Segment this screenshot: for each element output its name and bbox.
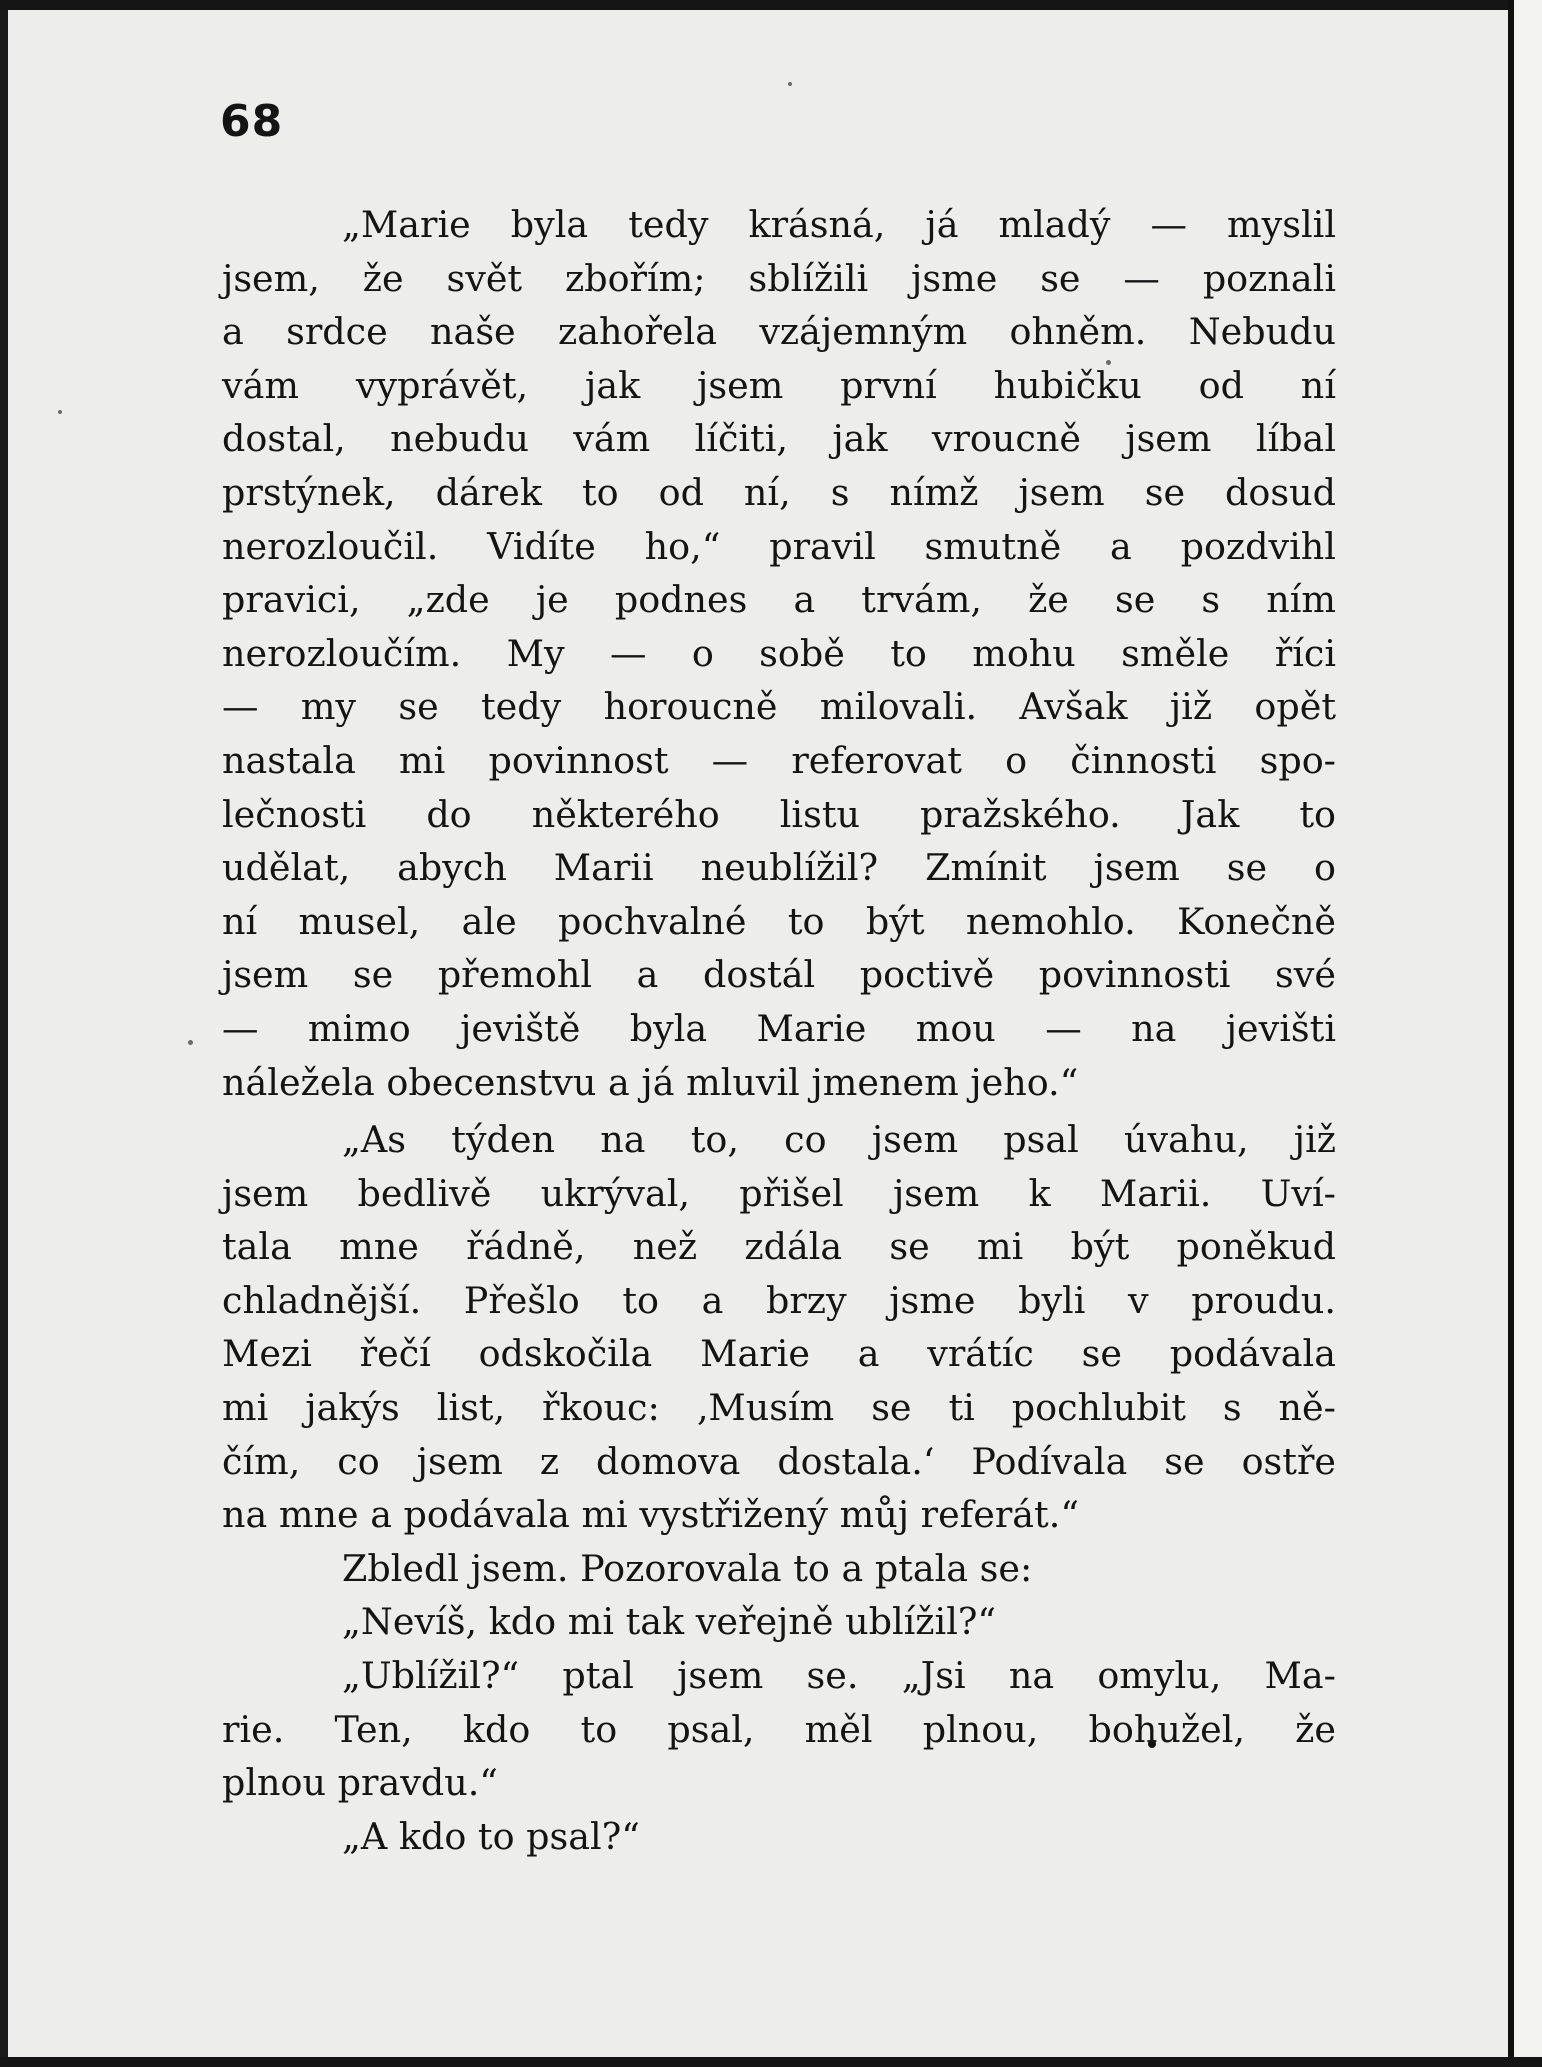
text-line: mi jakýs list, řkouc: ‚Musím se ti pochlubit s ně- (222, 1386, 1336, 1430)
text-line: chladnější. Přešlo to a brzy jsme byli v proudu. (222, 1278, 1336, 1322)
body-text (222, 198, 1336, 1863)
text-line: „As týden na to, co jsem psal úvahu, již (342, 1118, 1336, 1162)
text-line: plnou pravdu.“ (222, 1761, 498, 1805)
text-line: čím, co jsem z domova dostala.‘ Podívala se ostře (222, 1439, 1336, 1483)
text-line: rie. Ten, kdo to psal, měl plnou, bohužel, že (222, 1707, 1336, 1751)
text-line: Zbledl jsem. Pozorovala to a ptala se: (342, 1546, 1033, 1590)
page-number: 68 (220, 96, 284, 147)
paper-speck (58, 410, 62, 414)
text-line: udělat, abych Marii neublížil? Zmínit jsem se o (222, 846, 1336, 890)
text-line: — my se tedy horoucně milovali. Avšak již opět (222, 685, 1336, 729)
text-line: nerozloučil. Vidíte ho,“ pravil smutně a pozdvihl (222, 524, 1336, 568)
paper-speck (788, 82, 792, 86)
text-line: „Ublížil?“ ptal jsem se. „Jsi na omylu, Ma- (342, 1654, 1336, 1698)
text-line: dostal, nebudu vám líčiti, jak vroucně jsem líbal (222, 417, 1336, 461)
text-line: jsem, že svět zbořím; sblížili jsme se — poznali (222, 256, 1336, 300)
text-line: ní musel, ale pochvalné to být nemohlo. Konečně (222, 899, 1336, 943)
page-border-bottom (0, 2057, 1542, 2067)
text-line: náležela obecenstvu a já mluvil jmenem jeho.“ (222, 1060, 1079, 1104)
text-line: Mezi řečí odskočila Marie a vrátíc se podávala (222, 1332, 1336, 1376)
paper-speck (188, 1040, 193, 1045)
text-line: nastala mi povinnost — referovat o činnosti spo- (222, 738, 1336, 782)
text-line: — mimo jeviště byla Marie mou — na jevišti (222, 1006, 1336, 1050)
text-line: nerozloučím. My — o sobě to mohu směle říci (222, 631, 1336, 675)
text-line: „Marie byla tedy krásná, já mladý — myslil (342, 203, 1336, 246)
text-line: a srdce naše zahořela vzájemným ohněm. Nebudu (222, 310, 1336, 354)
page-border-top (0, 0, 1542, 10)
text-line: jsem se přemohl a dostál poctivě povinnosti své (222, 953, 1336, 997)
text-line: pravici, „zde je podnes a trvám, že se s ním (222, 578, 1336, 622)
text-line: na mne a podávala mi vystřižený můj referát.“ (222, 1493, 1079, 1537)
text-line: tala mne řádně, než zdála se mi být poněkud (222, 1225, 1336, 1269)
text-line: lečnosti do některého listu pražského. Jak to (222, 792, 1336, 836)
text-line: jsem bedlivě ukrýval, přišel jsem k Marii. Uví- (222, 1171, 1336, 1215)
text-line: prstýnek, dárek to od ní, s nímž jsem se dosud (222, 470, 1336, 514)
text-line: „Nevíš, kdo mi tak veřejně ublížil?“ (342, 1600, 997, 1644)
text-line: vám vyprávět, jak jsem první hubičku od ní (222, 363, 1336, 407)
page-border-right (1508, 0, 1542, 2067)
text-line: „A kdo to psal?“ (342, 1814, 640, 1858)
